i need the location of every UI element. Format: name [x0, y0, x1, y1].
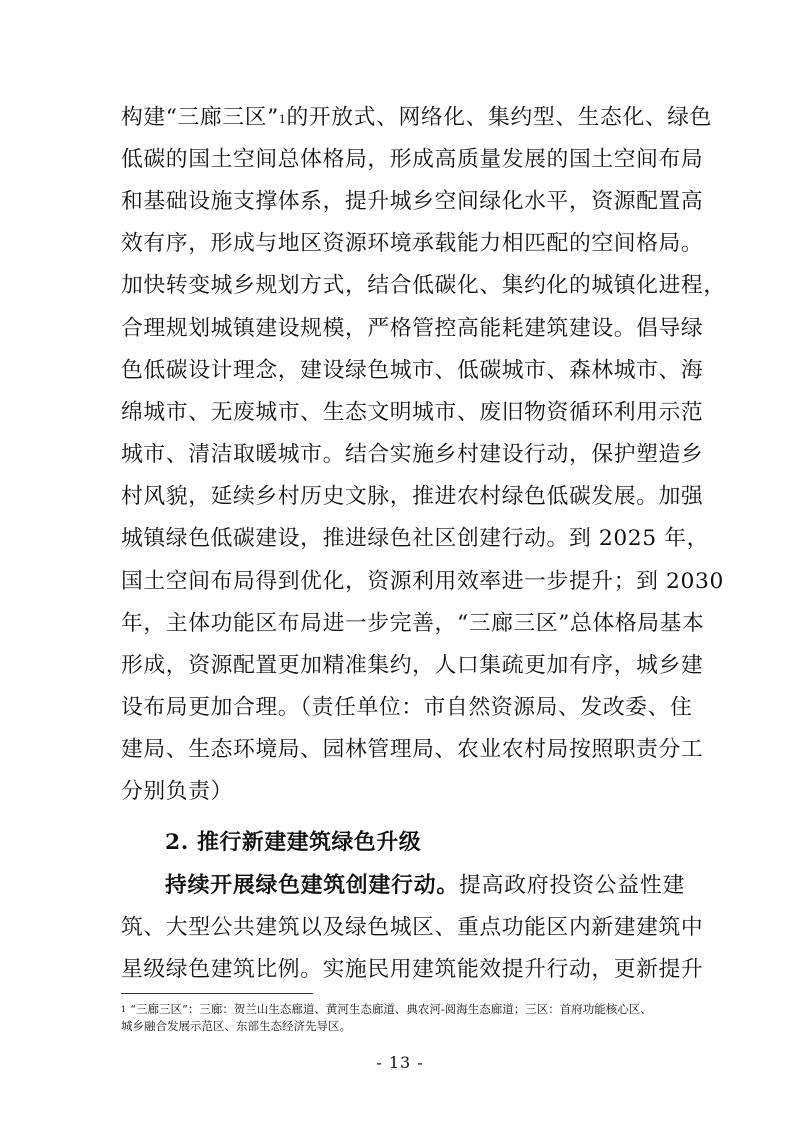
body-line: 设布局更加合理。（责任单位：市自然资源局、发改委、住 — [121, 695, 693, 720]
body-line: 色低碳设计理念，建设绿色城市、低碳城市、森林城市、海 — [121, 358, 704, 383]
body-line: 城镇绿色低碳建设，推进绿色社区创建行动。到 2025 年， — [121, 526, 710, 551]
body-line: 分别负责） — [121, 779, 233, 804]
body-line: 绵城市、无废城市、生态文明城市、废旧物资循环利用示范 — [121, 400, 704, 425]
body-line: 村风貌，延续乡村历史文脉，推进农村绿色低碳发展。加强 — [121, 484, 704, 509]
footnote-line: 城乡融合发展示范区、东部生态经济先导区。 — [121, 1019, 351, 1033]
body-line: 年，主体功能区布局进一步完善，“三廊三区”总体格局基本 — [121, 611, 705, 636]
body-line: 构建“三廊三区”$^1$的开放式、网络化、集约型、生态化、绿色 — [121, 105, 713, 130]
bold-lead: 持续开展绿色建筑创建行动。 — [165, 873, 460, 898]
body-line: 合理规划城镇建设规模，严格管控高能耗建筑建设。倡导绿 — [121, 316, 704, 341]
section-heading: 2. 推行新建建筑绿色升级 — [165, 830, 422, 855]
body-line: 建局、生态环境局、园林管理局、农业农村局按照职责分工 — [121, 737, 704, 762]
body-line: 筑、大型公共建筑以及绿色城区、重点功能区内新建建筑中 — [121, 915, 704, 940]
body-line: 持续开展绿色建筑创建行动。提高政府投资公益性建 — [165, 873, 685, 898]
body-line: 城市、清洁取暖城市。结合实施乡村建设行动，保护塑造乡 — [121, 442, 704, 467]
footnote-mark: 1 — [121, 1005, 127, 1014]
footnote-divider — [121, 993, 313, 994]
page-number: - 13 - — [376, 1053, 424, 1072]
body-line: 和基础设施支撑体系，提升城乡空间绿化水平，资源配置高 — [121, 189, 704, 214]
body-line: 星级绿色建筑比例。实施民用建筑能效提升行动，更新提升 — [121, 957, 704, 982]
body-line: 形成，资源配置更加精准集约，人口集疏更加有序，城乡建 — [121, 653, 704, 678]
body-line: 低碳的国土空间总体格局，形成高质量发展的国土空间布局 — [121, 147, 704, 172]
footnote-ref[interactable]: 1 — [278, 113, 287, 126]
footnote-line: $^1$ “三廊三区”：三廊：贺兰山生态廊道、黄河生态廊道、典农河-阅海生态廊道；三区：首府功能核心区、 — [121, 1002, 652, 1016]
body-line: 国土空间布局得到优化，资源利用效率进一步提升；到 2030 — [121, 569, 724, 594]
body-line: 加快转变城乡规划方式，结合低碳化、集约化的城镇化进程， — [121, 273, 726, 298]
body-line: 效有序，形成与地区资源环境承载能力相匹配的空间格局。 — [121, 231, 704, 256]
